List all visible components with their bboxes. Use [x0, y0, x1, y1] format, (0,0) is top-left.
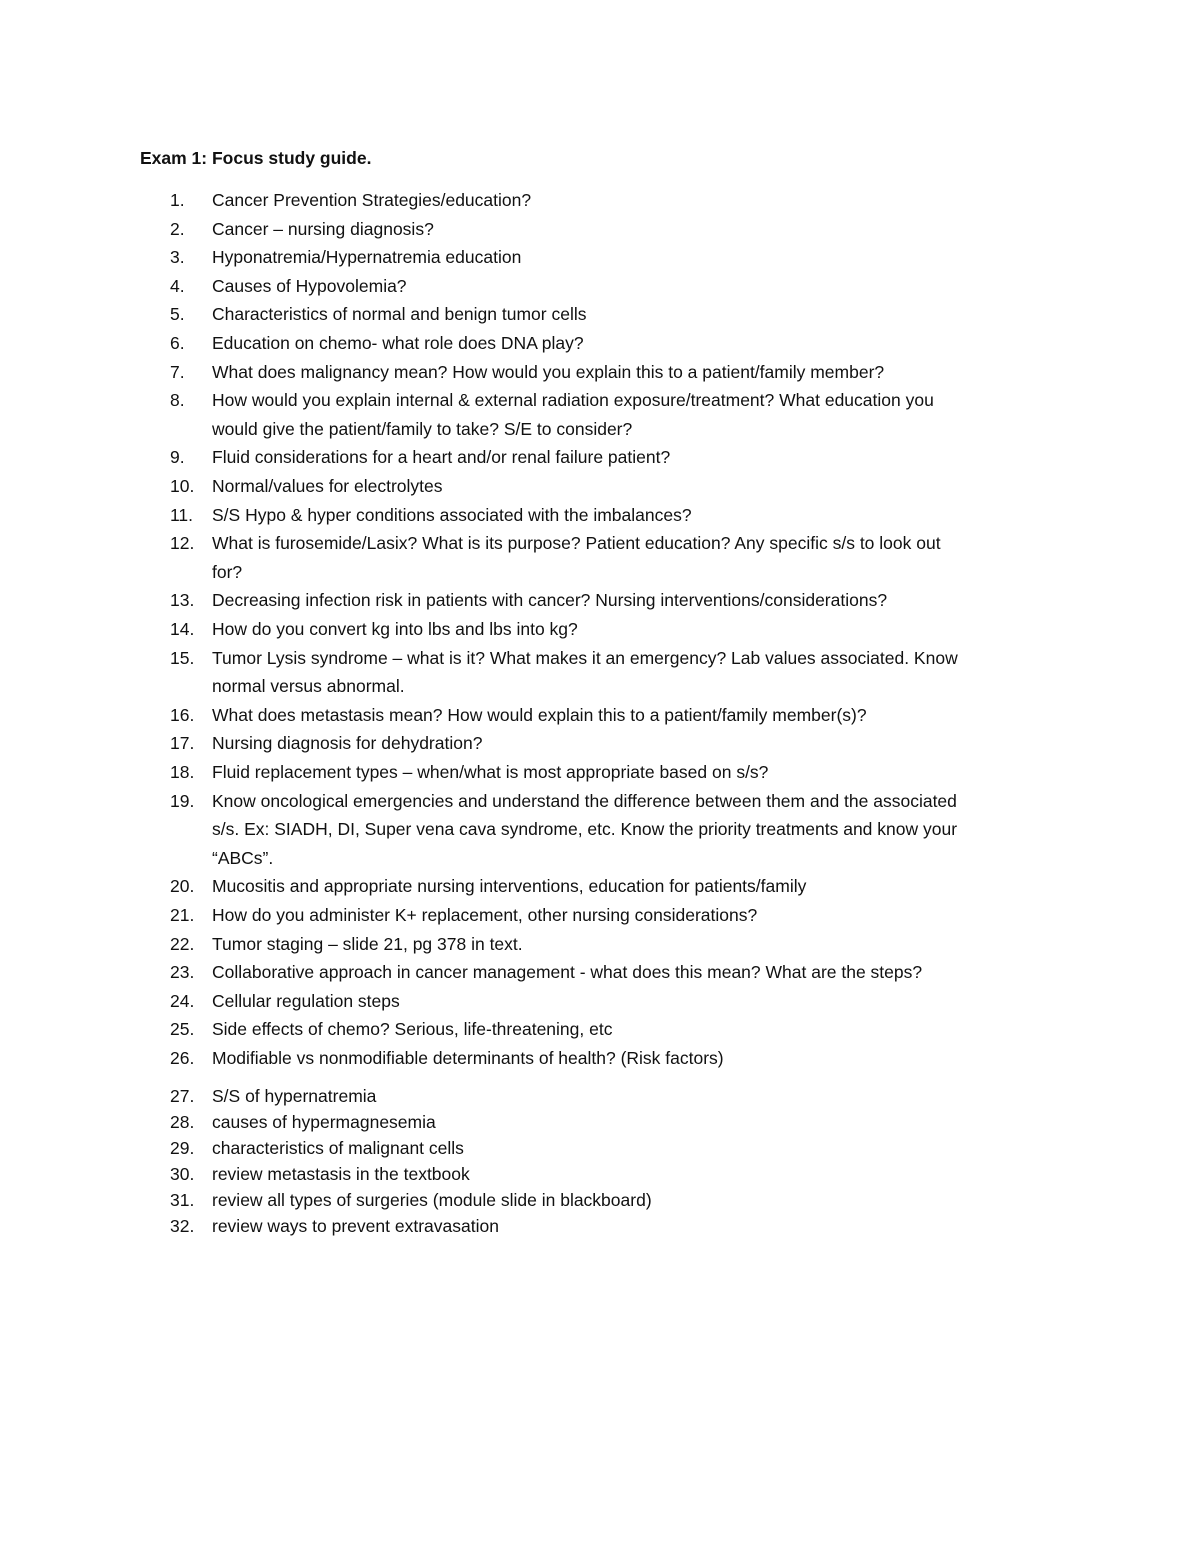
item-number: 18. — [170, 762, 195, 782]
item-text-line: Cancer – nursing diagnosis? — [212, 218, 434, 239]
item-text — [212, 386, 1062, 443]
item-text-line: for? — [212, 561, 243, 582]
item-text — [212, 472, 1062, 501]
item-text — [212, 958, 1062, 987]
item-text — [212, 1135, 1062, 1161]
item-number: 12. — [170, 533, 195, 554]
item-text — [212, 243, 1062, 272]
item-number: 30. — [170, 1164, 195, 1184]
item-text-line: s/s. Ex: SIADH, DI, Super vena cava syndrome, etc. Know the priority treatments and know your — [212, 819, 958, 840]
item-text-line: would give the patient/family to take? S/E to consider? — [212, 418, 633, 439]
item-text-line: Fluid replacement types – when/what is most appropriate based on s/s? — [212, 762, 769, 782]
item-text-line: normal versus abnormal. — [212, 676, 405, 697]
item-text-line: Side effects of chemo? Serious, life-threatening, etc — [212, 1019, 613, 1040]
item-number: 28. — [170, 1112, 195, 1132]
item-text-line: Know oncological emergencies and understand the difference between them and the associated — [212, 790, 957, 811]
item-number: 17. — [170, 733, 195, 754]
item-number: 19. — [170, 790, 195, 811]
item-text — [212, 901, 1062, 930]
item-number: 2. — [170, 218, 185, 239]
item-number: 16. — [170, 704, 195, 725]
item-number: 22. — [170, 933, 195, 954]
item-text — [212, 758, 1062, 787]
item-number: 11. — [170, 504, 194, 525]
item-number: 25. — [170, 1019, 195, 1040]
item-number: 10. — [170, 476, 195, 496]
item-text-line: Education on chemo- what role does DNA play? — [212, 333, 584, 353]
document-title: Exam 1: Focus study guide. — [140, 148, 372, 168]
item-text — [212, 701, 1062, 730]
item-text-line: “ABCs”. — [212, 847, 274, 868]
item-text — [212, 729, 1062, 758]
item-text-line: Modifiable vs nonmodifiable determinants of health? (Risk factors) — [212, 1048, 724, 1068]
item-number: 6. — [170, 333, 185, 353]
item-text — [212, 615, 1062, 644]
item-text — [212, 329, 1062, 358]
item-number: 1. — [170, 190, 185, 210]
item-text — [212, 1161, 1062, 1187]
item-text-line: What does metastasis mean? How would explain this to a patient/family member(s)? — [212, 704, 867, 725]
item-text-line: S/S Hypo & hyper conditions associated with the imbalances? — [212, 504, 692, 525]
item-number: 9. — [170, 447, 185, 468]
item-number: 26. — [170, 1048, 195, 1068]
item-text — [212, 872, 1062, 901]
item-text — [212, 987, 1062, 1016]
item-text-line: Tumor staging – slide 21, pg 378 in text. — [212, 933, 523, 954]
item-text — [212, 215, 1062, 244]
item-text-line: Nursing diagnosis for dehydration? — [212, 733, 483, 754]
item-text — [212, 644, 1062, 701]
item-text-line: What does malignancy mean? How would you explain this to a patient/family member? — [212, 361, 885, 382]
item-text-line: Collaborative approach in cancer management - what does this mean? What are the steps? — [212, 962, 923, 983]
item-text-line: characteristics of malignant cells — [212, 1138, 464, 1158]
item-number: 24. — [170, 990, 195, 1011]
item-text — [212, 930, 1062, 959]
item-number: 8. — [170, 390, 185, 411]
item-text — [212, 358, 1062, 387]
item-text — [212, 443, 1062, 472]
item-text-line: Fluid considerations for a heart and/or renal failure patient? — [212, 447, 671, 468]
item-text — [212, 1044, 1062, 1073]
item-text-line: How would you explain internal & external radiation exposure/treatment? What education you — [212, 390, 934, 411]
item-number: 15. — [170, 647, 195, 668]
item-text — [212, 186, 1062, 215]
item-number: 14. — [170, 619, 195, 639]
item-number: 4. — [170, 275, 185, 296]
item-text-line: Hyponatremia/Hypernatremia education — [212, 247, 522, 268]
item-text — [212, 586, 1062, 615]
item-number: 5. — [170, 304, 185, 325]
item-number: 21. — [170, 905, 195, 925]
item-number: 32. — [170, 1216, 195, 1236]
item-text-line: S/S of hypernatremia — [212, 1086, 377, 1106]
item-text-line: Causes of Hypovolemia? — [212, 275, 407, 296]
item-text — [212, 1109, 1062, 1135]
item-text-line: review ways to prevent extravasation — [212, 1216, 499, 1236]
item-text — [212, 1213, 1062, 1239]
item-number: 29. — [170, 1138, 195, 1158]
item-text-line: review all types of surgeries (module slide in blackboard) — [212, 1190, 652, 1210]
item-text — [212, 787, 1062, 873]
item-text — [212, 1083, 1062, 1109]
item-text-line: Normal/values for electrolytes — [212, 476, 443, 496]
item-number: 3. — [170, 247, 185, 268]
item-text-line: Tumor Lysis syndrome – what is it? What makes it an emergency? Lab values associated. Know — [212, 647, 958, 668]
item-text — [212, 501, 1062, 530]
item-text-line: Mucositis and appropriate nursing interventions, education for patients/family — [212, 876, 807, 897]
item-number: 27. — [170, 1086, 195, 1106]
item-text — [212, 300, 1062, 329]
item-number: 31. — [170, 1190, 195, 1210]
item-text — [212, 1015, 1062, 1044]
item-text-line: Cellular regulation steps — [212, 990, 400, 1011]
item-text-line: Decreasing infection risk in patients with cancer? Nursing interventions/considerations? — [212, 590, 888, 611]
item-number: 13. — [170, 590, 195, 611]
item-number: 20. — [170, 876, 195, 897]
item-text — [212, 1187, 1062, 1213]
item-text-line: review metastasis in the textbook — [212, 1164, 470, 1184]
item-text-line: What is furosemide/Lasix? What is its purpose? Patient education? Any specific s/s to look out — [212, 533, 941, 554]
item-number: 7. — [170, 361, 185, 382]
item-text-line: causes of hypermagnesemia — [212, 1112, 436, 1132]
item-text-line: How do you administer K+ replacement, other nursing considerations? — [212, 905, 758, 925]
item-text — [212, 529, 1062, 586]
item-text-line: Cancer Prevention Strategies/education? — [212, 190, 532, 210]
item-text-line: How do you convert kg into lbs and lbs into kg? — [212, 619, 578, 639]
item-text — [212, 272, 1062, 301]
item-text-line: Characteristics of normal and benign tumor cells — [212, 304, 587, 325]
item-number: 23. — [170, 962, 195, 983]
